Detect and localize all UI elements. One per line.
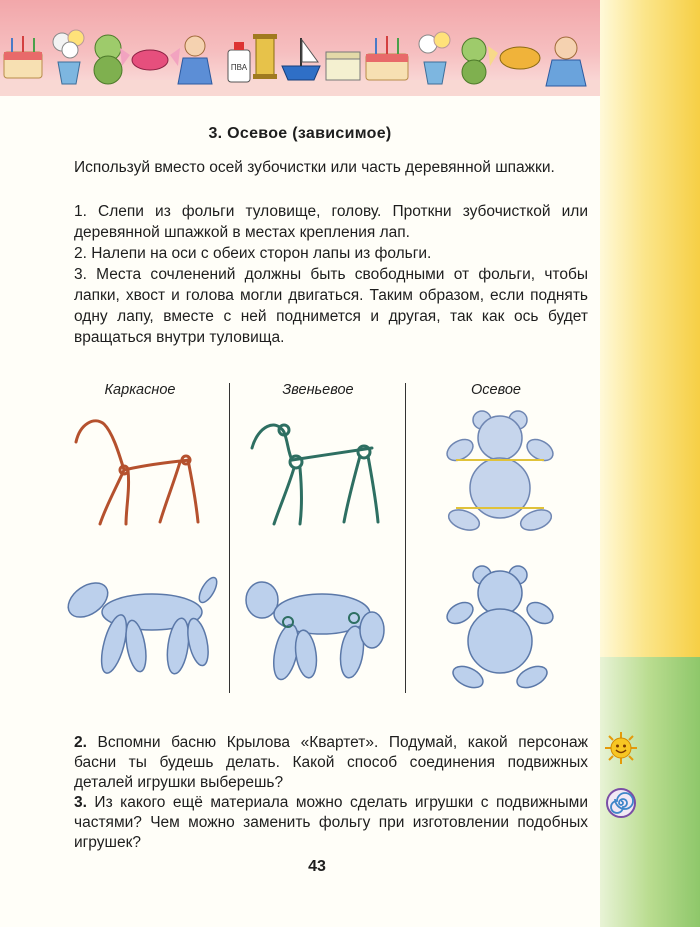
question-2: [74, 733, 588, 793]
decorative-banner: [0, 0, 600, 96]
candy-icon-2: [488, 46, 540, 69]
question-3-number: 3.: [74, 794, 87, 811]
spiral-icon: [605, 787, 637, 819]
figure-label-link: Звеньевое: [282, 382, 354, 398]
question-2-text: Вспомни басню Крылова «Квартет». Подумай, какой персонаж басни ты будешь делать. Какой способ соединения подвижных деталей игрушки выберешь?: [74, 734, 588, 791]
link-wire-figure: [244, 412, 394, 532]
ship-icon: [282, 38, 320, 80]
link-foil-figure: [240, 570, 400, 690]
column-divider: [229, 383, 230, 693]
side-strip-yellow: [600, 0, 700, 657]
question-2-number: 2.: [74, 734, 87, 751]
candy-icon: [120, 48, 180, 70]
toy-bear-icon: [94, 35, 122, 84]
glue-bottle-icon: [228, 42, 250, 82]
figure-label-frame: Каркасное: [104, 382, 176, 398]
banner-illustration: [0, 0, 600, 96]
column-divider: [405, 383, 406, 693]
frame-foil-figure: [60, 568, 220, 688]
flowers-icon-2: [419, 32, 450, 84]
question-3: [74, 793, 588, 853]
doll-icon: [178, 36, 212, 84]
cake-icon-2: [366, 36, 408, 80]
cake-icon: [4, 36, 42, 78]
doll-icon-2: [546, 37, 586, 86]
flowers-icon: [53, 30, 84, 84]
page-number: 43: [308, 858, 326, 875]
sun-icon: [604, 731, 638, 765]
frame-wire-figure: [70, 410, 210, 530]
step-2: 2. Налепи на оси с обеих сторон лапы из фольги.: [74, 245, 432, 262]
intro-paragraph: Используй вместо осей зубочистки или часть деревянной шпажки.: [74, 159, 555, 176]
spool-icon: [253, 34, 277, 79]
toy-bear-icon-2: [462, 38, 486, 84]
axial-bear-skeleton-figure: [440, 408, 560, 543]
axial-foil-bear-figure: [440, 565, 560, 695]
step-1: 1. Слепи из фольги туловище, голову. Проткни зубочисткой или деревянной шпажкой в местах крепления лап.: [74, 203, 588, 241]
question-3-text: Из какого ещё материала можно сделать игрушки с подвижными частями? Чем можно заменить фольгу при изготовлении подобных игрушек?: [74, 794, 588, 851]
step-3: 3. Места сочленений должны быть свободными от фольги, чтобы лапки, хвост и голова могли двигаться. Таким образом, если поднять одну лапу, вместе с ней поднимется и другая, так как ось будет вращаться внутри туловища.: [74, 266, 588, 346]
svg-text:ПВА: ПВА: [230, 63, 248, 72]
section-heading: 3. Осевое (зависимое): [208, 125, 392, 142]
figure-label-axial: Осевое: [471, 382, 521, 398]
box-icon: [326, 52, 360, 80]
